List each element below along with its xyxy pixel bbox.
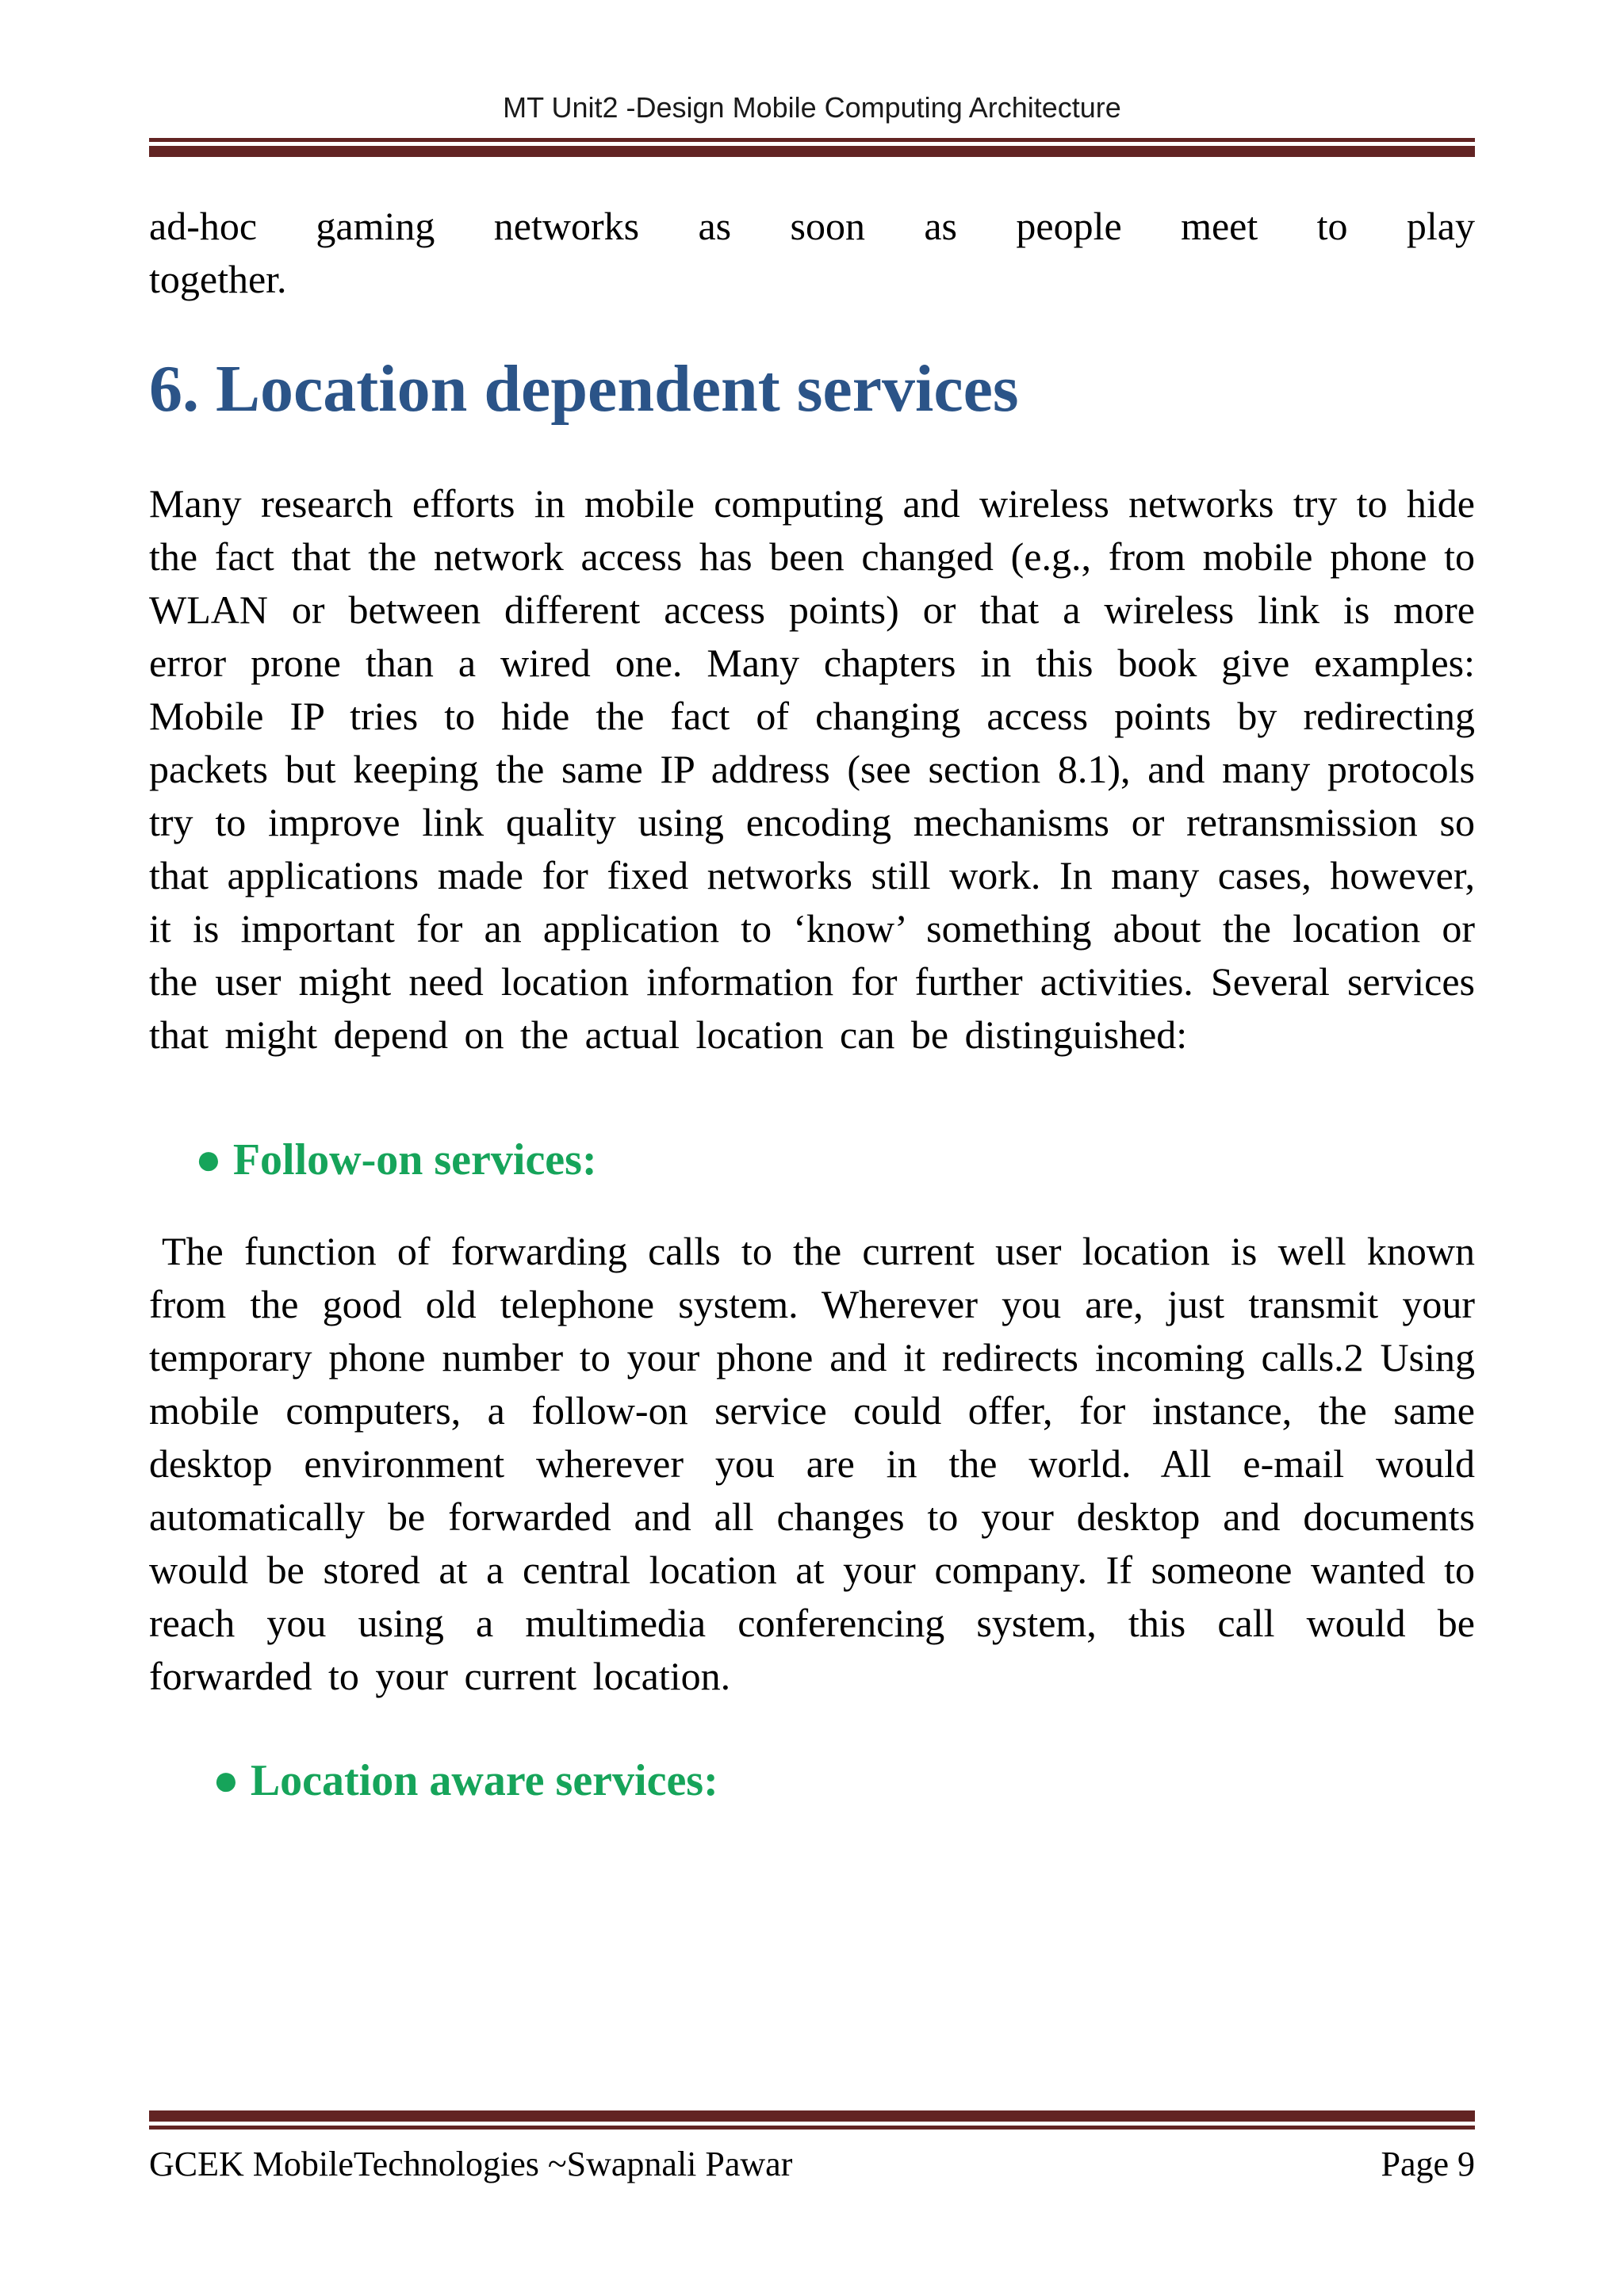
footer-rule-thin-line — [149, 2126, 1475, 2130]
section-paragraph: Many research efforts in mobile computing and wireless networks try to hide the fact that the network access has been changed (e.g., from mobile phone to WLAN or between different access points) or that a wireless link is more error prone than a wired one. Many chapters in this book give examples: Mobile IP tries to hide the fact of changing access points by redirecting packets but keeping the same IP address (see section 8.1), and many protocols try to improve link quality using encoding mechanisms or retransmission so that applications made for fixed networks still work. In many cases, however, it is important for an application to ‘know’ something about the location or the user might need location information for further activities. Several services that might depend on the actual location can be distinguished: — [149, 481, 1475, 1057]
header-rule — [149, 138, 1475, 157]
bullet-heading-follow-on-services: ● Follow-on services: — [195, 1135, 597, 1184]
footer-rule — [149, 2110, 1475, 2130]
footer-author: GCEK MobileTechnologies ~Swapnali Pawar — [149, 2145, 793, 2183]
footer-page-number: Page 9 — [1381, 2145, 1475, 2183]
follow-on-services-paragraph: The function of forwarding calls to the current user location is well known from the good old telephone system. Wherever you are, just transmit your temporary phone number to your phone and it redirects incoming calls.2 Using mobile computers, a follow-on service could offer, for instance, the same desktop environment wherever you are in the world. All e-mail would automatically be forwarded and all changes to your desktop and documents would be stored at a central location at your company. If someone wanted to reach you using a multimedia conferencing system, this call would be forwarded to your current location. — [149, 1229, 1475, 1698]
header-rule-thick-bar — [149, 146, 1475, 157]
footer-rule-thick-bar — [149, 2110, 1475, 2122]
page-footer — [149, 2110, 1475, 2296]
intro-paragraph — [149, 200, 1475, 306]
intro-line-1: ad-hoc gaming networks as soon as people meet to play — [149, 204, 1475, 248]
bullet-heading-location-aware-services: ● Location aware services: — [213, 1756, 718, 1805]
intro-line-2: together. — [149, 257, 287, 301]
header-title: MT Unit2 -Design Mobile Computing Architecture — [503, 91, 1121, 124]
section-heading: 6. Location dependent services — [149, 352, 1019, 426]
